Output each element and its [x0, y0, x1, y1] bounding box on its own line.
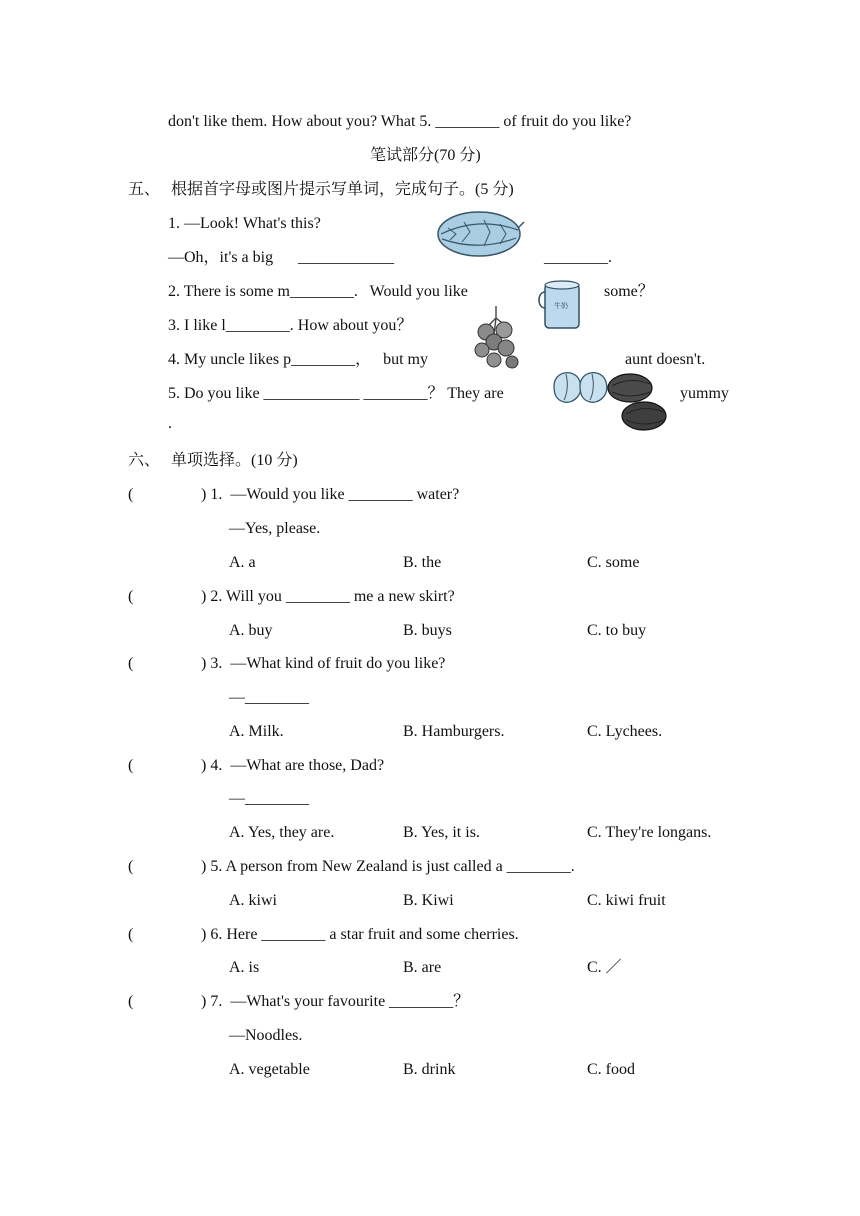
- option-b: B. are: [403, 959, 442, 976]
- answer-bracket: (: [128, 486, 134, 503]
- section-5-instruction: 根据首字母或图片提示写单词，完成句子。(5 分): [171, 181, 514, 198]
- question-line2: —________: [229, 689, 309, 706]
- option-b: B. buys: [403, 622, 452, 639]
- option-a: A. Milk.: [229, 723, 284, 740]
- option-a: A. Yes, they are.: [229, 824, 335, 841]
- question-line2: —________: [229, 790, 309, 807]
- section-6-instruction: 单项选择。(10 分): [171, 452, 298, 469]
- s5-q5-tail: yummy: [680, 385, 729, 402]
- question-line2: —Yes, please.: [229, 520, 321, 537]
- question-stem: ) 6. Here ________ a star fruit and some cherries.: [201, 926, 519, 943]
- answer-bracket: (: [128, 926, 134, 943]
- question-stem: ) 2. Will you ________ me a new skirt?: [201, 588, 455, 605]
- answer-bracket: (: [128, 655, 134, 672]
- section-6-number: 六、: [128, 452, 161, 469]
- s5-q2-line: 2. There is some m________. Would you like: [168, 283, 468, 300]
- option-b: B. Hamburgers.: [403, 723, 505, 740]
- option-b: B. Kiwi: [403, 892, 454, 909]
- answer-bracket: (: [128, 993, 134, 1010]
- milk-label: 牛奶: [554, 302, 568, 310]
- intro-line: don't like them. How about you? What 5. ________ of fruit do you like?: [168, 113, 632, 130]
- question-stem: ) 3. —What kind of fruit do you like?: [201, 655, 446, 672]
- option-c: C. food: [587, 1061, 635, 1078]
- s5-q1-blank1: ____________: [298, 249, 394, 266]
- option-c: C. kiwi fruit: [587, 892, 666, 909]
- option-a: A. vegetable: [229, 1061, 310, 1078]
- s5-q3-line: 3. I like l________. How about you？: [168, 317, 413, 334]
- option-c: C. to buy: [587, 622, 647, 639]
- question-stem: ) 7. —What's your favourite ________？: [201, 993, 470, 1010]
- section-5-number: 五、: [128, 181, 161, 198]
- option-a: A. is: [229, 959, 260, 976]
- s5-q4-line: 4. My uncle likes p________， but my: [168, 351, 428, 368]
- answer-bracket: (: [128, 588, 134, 605]
- watermelon-icon: [436, 208, 526, 258]
- written-section-title: 笔试部分(70 分): [370, 147, 481, 164]
- option-b: B. drink: [403, 1061, 456, 1078]
- question-stem: ) 5. A person from New Zealand is just called a ________.: [201, 858, 575, 875]
- option-a: A. kiwi: [229, 892, 277, 909]
- s5-q1-line2: —Oh，it's a big: [168, 249, 274, 266]
- peaches-watermelons-icon: [550, 364, 668, 432]
- option-c: C. ／: [587, 959, 622, 976]
- question-stem: ) 1. —Would you like ________ water?: [201, 486, 460, 503]
- s5-q5-line: 5. Do you like ____________ ________？ They are: [168, 385, 504, 402]
- s5-q1-line1: 1. —Look! What's this?: [168, 215, 321, 232]
- option-c: C. Lychees.: [587, 723, 663, 740]
- answer-bracket: (: [128, 757, 134, 774]
- answer-bracket: (: [128, 858, 134, 875]
- longan-bunch-icon: [468, 304, 524, 370]
- s5-q4-tail: aunt doesn't.: [625, 351, 706, 368]
- milk-cup-icon: [537, 278, 589, 332]
- option-a: A. buy: [229, 622, 273, 639]
- s5-q5-period: .: [168, 415, 172, 432]
- question-stem: ) 4. —What are those, Dad?: [201, 757, 385, 774]
- option-c: C. They're longans.: [587, 824, 712, 841]
- s5-q2-tail: some？: [604, 283, 654, 300]
- option-b: B. the: [403, 554, 442, 571]
- s5-q1-blank2: ________.: [544, 249, 612, 266]
- option-b: B. Yes, it is.: [403, 824, 480, 841]
- option-c: C. some: [587, 554, 640, 571]
- question-line2: —Noodles.: [229, 1027, 303, 1044]
- option-a: A. a: [229, 554, 256, 571]
